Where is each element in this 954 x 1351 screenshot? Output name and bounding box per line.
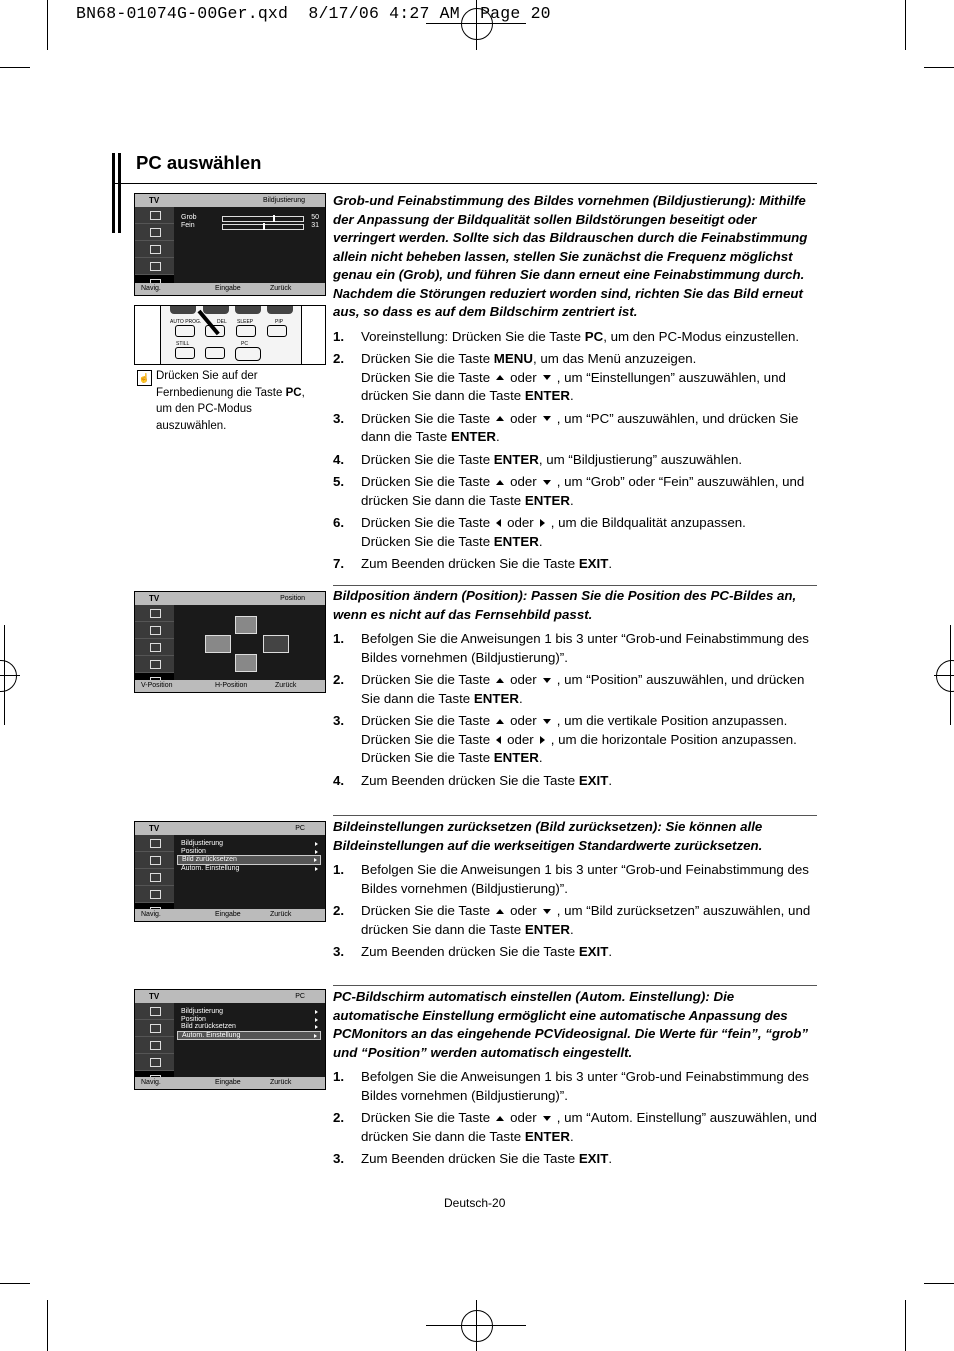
crop-mark [924, 1283, 954, 1284]
osd-tv-label: TV [149, 196, 160, 205]
left-arrow-icon [496, 519, 501, 527]
osd-menu-row: Position [177, 1016, 321, 1024]
crop-mark [950, 625, 951, 725]
step: 4. Zum Beenden drücken Sie die Taste EXIT. [333, 772, 613, 788]
section-bildjustierung [333, 192, 817, 574]
chevron-right-icon [315, 842, 318, 846]
setup-icon [150, 1058, 161, 1067]
speaker-icon [150, 1041, 161, 1050]
section-heading: PC-Bildschirm automatisch einstellen (Autom. Einstellung): Die automatische Einstellung ermöglicht eine automatische Anpassung des PCMonitors an das eingehende PCVideosignal. Die Werte für “fein”, “grob” und “Position” werden automatisch eingestellt. [333, 989, 809, 1060]
section-autom-einstellung [333, 988, 817, 1169]
down-arrow-icon [543, 909, 551, 914]
osd-menu-row-selected: Autom. Einstellung [177, 1031, 321, 1041]
osd-menu-title: PC [295, 993, 305, 1000]
osd-pc-reset [134, 821, 326, 922]
up-arrow-icon [496, 480, 504, 485]
position-box-up [235, 616, 257, 634]
osd-tv-label: TV [149, 824, 160, 833]
osd-sidebar [135, 1003, 174, 1077]
osd-menu-row-selected: Bild zurücksetzen [177, 855, 321, 865]
sound-icon [150, 626, 161, 635]
nav-hint: Navig. [141, 911, 161, 918]
position-box-left [205, 635, 231, 653]
crop-mark [905, 0, 906, 50]
osd-bildjustierung [134, 193, 326, 296]
right-arrow-icon [540, 736, 545, 744]
speaker-icon [150, 873, 161, 882]
crop-mark [47, 0, 48, 50]
up-arrow-icon [496, 375, 504, 380]
section-bild-zuruecksetzen [333, 818, 817, 962]
remote-control-illustration [134, 305, 326, 365]
step: 1. Befolgen Sie die Anweisungen 1 bis 3 unter “Grob-und Feinabstimmung des Bildes vornehmen (Bildjustierung)”. [333, 631, 809, 665]
picture-icon [150, 839, 161, 848]
crop-mark [4, 625, 5, 725]
osd-tv-label: TV [149, 594, 160, 603]
crop-mark [47, 1300, 48, 1351]
back-hint: Zurück [270, 1079, 292, 1086]
step: 1. Befolgen Sie die Anweisungen 1 bis 3 unter “Grob-und Feinabstimmung des Bildes vornehmen (Bildjustierung)”. [333, 862, 809, 896]
osd-menu-title: Bildjustierung [262, 197, 305, 204]
osd-menu-row: Bildjustierung [177, 1008, 321, 1016]
remote-label: SLEEP [237, 319, 254, 325]
position-box-right [263, 635, 289, 653]
sound-icon [150, 228, 161, 237]
osd-tv-label: TV [149, 992, 160, 1001]
crop-mark [924, 67, 954, 68]
osd-menu-row: Bildjustierung [177, 840, 321, 848]
step: 1. Voreinstellung: Drücken Sie die Taste PC, um den PC-Modus einzustellen. [333, 328, 800, 344]
crop-mark [476, 1300, 477, 1351]
left-arrow-icon [496, 736, 501, 744]
section-position [333, 587, 817, 790]
chevron-right-icon [314, 1034, 317, 1038]
divider [333, 585, 817, 586]
divider [333, 815, 817, 816]
enter-hint: Eingabe [215, 1079, 241, 1086]
pc-button [235, 347, 261, 361]
setup-icon [150, 660, 161, 669]
chevron-right-icon [314, 858, 317, 862]
step: 2. Drücken Sie die Taste oder , um “Autom. Einstellung” auszuwählen, und drücken Sie dann die Taste ENTER. [333, 1110, 817, 1144]
osd-position [134, 591, 326, 693]
step: 3. Zum Beenden drücken Sie die Taste EXIT. [333, 1151, 613, 1166]
crop-mark [0, 675, 20, 676]
up-arrow-icon [496, 909, 504, 914]
divider [112, 183, 817, 184]
osd-row-grob: Grob 50 [181, 214, 319, 221]
crop-mark [905, 1300, 906, 1351]
sound-icon [150, 856, 161, 865]
crop-mark [0, 1283, 30, 1284]
sound-icon [150, 1024, 161, 1033]
back-hint: Zurück [270, 285, 292, 292]
down-arrow-icon [543, 416, 551, 421]
step: 2. Drücken Sie die Taste oder , um “Bild zurücksetzen” auszuwählen, und drücken Sie dann die Taste ENTER. [333, 903, 811, 937]
slider-handle [263, 223, 265, 230]
osd-menu-title: PC [295, 825, 305, 832]
osd-row-fein: Fein 31 [181, 221, 319, 229]
up-arrow-icon [496, 1116, 504, 1121]
section-heading: Grob-und Feinabstimmung des Bildes vornehmen (Bildjustierung): Mithilfe der Anpassung der Bildqualität sollen Bildstörungen beseitigt oder verringert werden. Sollte sich das Bildrauschen durch die Feinabstimmung allein nicht beheben lassen, stellen Sie zunächst die Frequenz möglichst genau ein (Grob), und führen Sie dann erneut eine Feinabstimmung durch. Nachdem die Störungen reduziert worden sind, richten Sie das Bild erneut aus, so dass es auf dem Bildschirm zentriert ist. [333, 193, 808, 319]
down-arrow-icon [543, 719, 551, 724]
picture-icon [150, 1007, 161, 1016]
remote-label: PC [241, 341, 248, 347]
setup-icon [150, 890, 161, 899]
remote-note: Drücken Sie auf der Fernbedienung die Taste PC, um den PC-Modus auszuwählen. [156, 370, 305, 432]
enter-hint: H-Position [215, 682, 248, 689]
down-arrow-icon [543, 678, 551, 683]
setup-icon [150, 262, 161, 271]
nav-hint: Navig. [141, 1079, 161, 1086]
right-arrow-icon [540, 519, 545, 527]
down-arrow-icon [543, 375, 551, 380]
page-title: PC auswählen [136, 152, 262, 173]
step: 6. Drücken Sie die Taste oder , um die Bildqualität anzupassen. Drücken Sie die Taste ENTER. [333, 515, 746, 549]
picture-icon [150, 211, 161, 220]
step: 3. Drücken Sie die Taste oder , um die vertikale Position anzupassen. Drücken Sie die Taste oder , um die horizontale Position anzupassen. Drücken Sie die Taste ENTER. [333, 713, 797, 765]
step: 1. Befolgen Sie die Anweisungen 1 bis 3 unter “Grob-und Feinabstimmung des Bildes vornehmen (Bildjustierung)”. [333, 1069, 809, 1103]
osd-sidebar [135, 207, 174, 283]
chevron-right-icon [315, 867, 318, 871]
up-arrow-icon [496, 416, 504, 421]
remote-label: AUTO PROG. [170, 319, 202, 325]
osd-pc-auto [134, 989, 326, 1090]
osd-menu-row: Position [177, 848, 321, 856]
chevron-right-icon [315, 1010, 318, 1014]
remote-label: DEL [217, 319, 227, 325]
down-arrow-icon [543, 1116, 551, 1121]
up-arrow-icon [496, 678, 504, 683]
step: 4. Drücken Sie die Taste ENTER, um “Bildjustierung” auszuwählen. [333, 451, 743, 467]
title-bar-decoration [112, 153, 124, 233]
hand-icon: ☝ [137, 370, 152, 386]
chevron-right-icon [315, 1018, 318, 1022]
registration-mark [0, 660, 17, 692]
section-heading: Bildposition ändern (Position): Passen Sie die Position des PC-Bildes an, wenn es nicht auf das Fernsehbild passt. [333, 588, 797, 622]
osd-menu-title: Position [280, 595, 305, 602]
remote-label: STILL [176, 341, 190, 347]
divider [333, 985, 817, 986]
enter-hint: Eingabe [215, 285, 241, 292]
remote-label: PIP [275, 319, 284, 325]
osd-menu-row: Bild zurücksetzen [177, 1023, 321, 1031]
position-box-down [235, 654, 257, 672]
chevron-right-icon [315, 1025, 318, 1029]
file-header: BN68-01074G-00Ger.qxd 8/17/06 4:27 AM Page 20 [76, 4, 551, 23]
slider-bar [222, 224, 304, 230]
step: 3. Drücken Sie die Taste oder , um “PC” auszuwählen, und drücken Sie dann die Taste ENTER. [333, 410, 799, 444]
back-hint: Zurück [275, 682, 297, 689]
chevron-right-icon [315, 850, 318, 854]
down-arrow-icon [543, 480, 551, 485]
step: 3. Zum Beenden drücken Sie die Taste EXIT. [333, 944, 613, 959]
section-heading: Bildeinstellungen zurücksetzen (Bild zurücksetzen): Sie können alle Bildeinstellungen auf die werkseitigen Standardwerte zurücksetzen. [333, 819, 763, 853]
speaker-icon [150, 245, 161, 254]
up-arrow-icon [496, 719, 504, 724]
osd-sidebar [135, 605, 174, 680]
step: 5. Drücken Sie die Taste oder , um “Grob” oder “Fein” auszuwählen, und drücken Sie dann die Taste ENTER. [333, 474, 805, 508]
back-hint: Zurück [270, 911, 292, 918]
step: 2. Drücken Sie die Taste oder , um “Position” auszuwählen, und drücken Sie dann die Taste ENTER. [333, 672, 805, 706]
picture-icon [150, 609, 161, 618]
speaker-icon [150, 643, 161, 652]
step: 7. Zum Beenden drücken Sie die Taste EXIT. [333, 556, 613, 571]
osd-sidebar [135, 835, 174, 909]
registration-mark [461, 1310, 493, 1342]
registration-mark [936, 660, 954, 692]
enter-hint: Eingabe [215, 911, 241, 918]
osd-menu-row: Autom. Einstellung [177, 865, 321, 873]
crop-mark [934, 675, 954, 676]
nav-hint: V-Position [141, 682, 173, 689]
step: 2. Drücken Sie die Taste MENU, um das Menü anzuzeigen. Drücken Sie die Taste oder , um “Einstellungen” auszuwählen, und drücken Sie dann die Taste ENTER. [333, 351, 786, 403]
crop-mark [0, 67, 30, 68]
nav-hint: Navig. [141, 285, 161, 292]
page-footer: Deutsch-20 [444, 1196, 506, 1210]
